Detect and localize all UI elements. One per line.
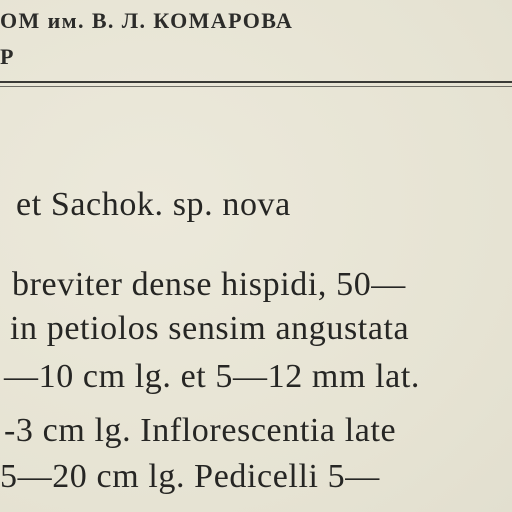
description-line-1: breviter dense hispidi, 50—: [12, 266, 406, 303]
description-line-2: in petiolos sensim angustata: [10, 310, 410, 347]
description-line-5: 5—20 cm lg. Pedicelli 5—: [0, 458, 380, 495]
running-header-institution: ОМ им. В. Л. КОМАРОВА: [0, 8, 294, 33]
description-line-4: -3 cm lg. Inflorescentia late: [4, 412, 397, 449]
species-title-line: et Sachok. sp. nova: [16, 186, 291, 223]
running-header-second-line: Р: [0, 44, 15, 69]
description-line-3: —10 cm lg. et 5—12 mm lat.: [4, 358, 420, 395]
header-rule-thick: [0, 81, 512, 83]
header-rule-thin: [0, 86, 512, 87]
